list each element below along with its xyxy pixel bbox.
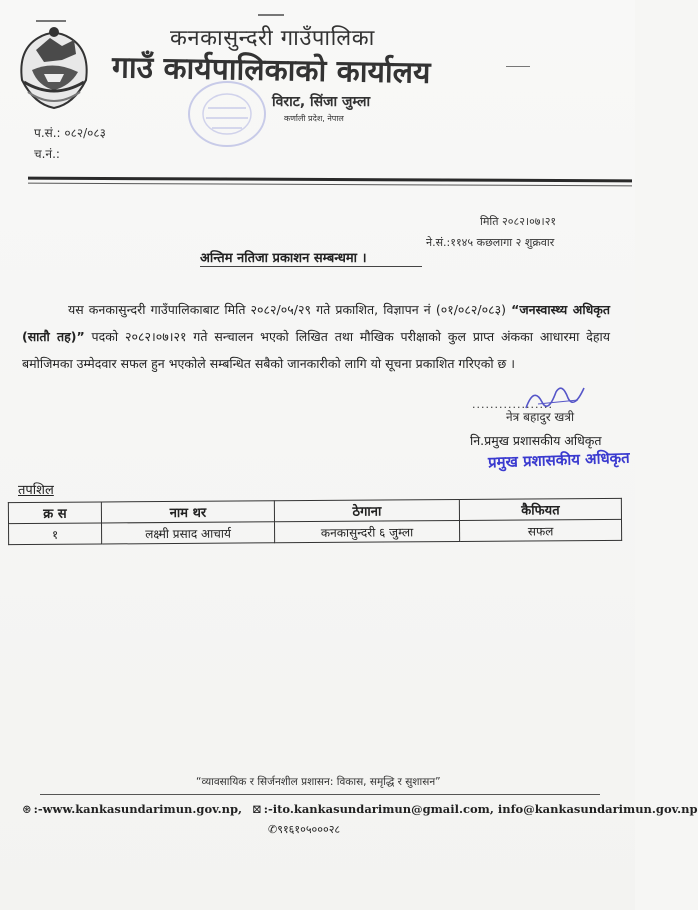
- notice-body: [22, 296, 610, 377]
- col-serial: क्र स: [8, 502, 101, 524]
- header-divider-thin: [28, 183, 632, 187]
- faded-stamp-icon: [186, 78, 268, 150]
- signer-title: नि.प्रमुख प्रशासकीय अधिकृत: [470, 433, 602, 448]
- table-row: [9, 519, 622, 544]
- body-part1: यस कनकासुन्दरी गाउँपालिकाबाट मिति २०८२/०५/२९ गते प्रकाशित, विज्ञापन नं (०१/०८२/०८३): [68, 302, 507, 317]
- col-name: नाम थर: [101, 501, 274, 523]
- header-divider: [28, 177, 632, 183]
- office-address: विराट, सिंजा जुम्ला: [272, 94, 371, 110]
- cell-serial: १: [9, 523, 102, 545]
- nepal-emblem-icon: [14, 20, 94, 112]
- body-part2: पदको २०८२।०७।२१ गते सन्चालन भएको लिखित तथा मौखिक परीक्षाको कुल प्राप्त अंकका आधारमा देहाय बमोजिमका उम्मेदवार सफल हुन भएकोले सम्बन्धित सबैको जानकारीको लागि यो सूचना प्रकाशित गरिएको छ ।: [22, 329, 610, 371]
- subject-underline: [200, 266, 422, 267]
- post-name: “जनस्वास्थ्य अधिकृत (सातौ तह)”: [22, 302, 610, 344]
- official-seal: प्रमुख प्रशासकीय अधिकृत: [487, 448, 631, 472]
- cell-remarks: सफल: [459, 519, 621, 541]
- col-address: ठेगाना: [274, 499, 459, 521]
- website-link[interactable]: :-www.kankasundarimun.gov.np,: [33, 802, 243, 816]
- cell-address: कनकासुन्दरी ६ जुम्ला: [275, 520, 460, 542]
- table-caption: तपशिल: [18, 483, 54, 498]
- col-remarks: कैफियत: [459, 498, 621, 520]
- signature-line: ..................: [472, 398, 553, 411]
- email-link[interactable]: :-ito.kankasundarimun@gmail.com,: [263, 802, 494, 816]
- footer-phone: [268, 822, 340, 837]
- footer-divider: [40, 794, 600, 795]
- scan-mark: [506, 66, 530, 67]
- signer-name: नेत्र बहादुर खत्री: [506, 410, 575, 424]
- results-table: [8, 498, 622, 545]
- issue-date: मिति २०८२।०७।२१: [480, 215, 557, 228]
- scan-mark: [258, 14, 284, 16]
- municipality-name: कनकासुन्दरी गाउँपालिका: [170, 26, 375, 51]
- notice-subject: अन्तिम नतिजा प्रकाशन सम्बन्धमा ।: [200, 251, 367, 266]
- province-name: कर्णाली प्रदेश, नेपाल: [284, 114, 344, 123]
- nepal-samvat-date: ने.सं.:११४५ कछलागा २ शुक्रवार: [426, 236, 555, 249]
- phone-icon: ✆: [268, 823, 278, 836]
- reference-number: प.सं.: ०८२/०८३: [34, 126, 106, 140]
- email-link-2[interactable]: info@kankasundarimun.gov.np: [497, 802, 698, 816]
- mail-icon: ⊠: [252, 802, 262, 816]
- phone-number: ९१६१०५०००२८: [277, 823, 341, 836]
- dispatch-number: च.नं.:: [34, 147, 60, 161]
- globe-icon: ⊛: [22, 802, 32, 816]
- footer-motto: “व्यावसायिक र सिर्जनशील प्रशासन: विकास, समृद्धि र सुशासन”: [196, 776, 441, 788]
- footer-contacts: [22, 802, 698, 816]
- cell-name: लक्ष्मी प्रसाद आचार्य: [102, 522, 275, 544]
- office-name: गाउँ कार्यपालिकाको कार्यालय: [111, 50, 431, 91]
